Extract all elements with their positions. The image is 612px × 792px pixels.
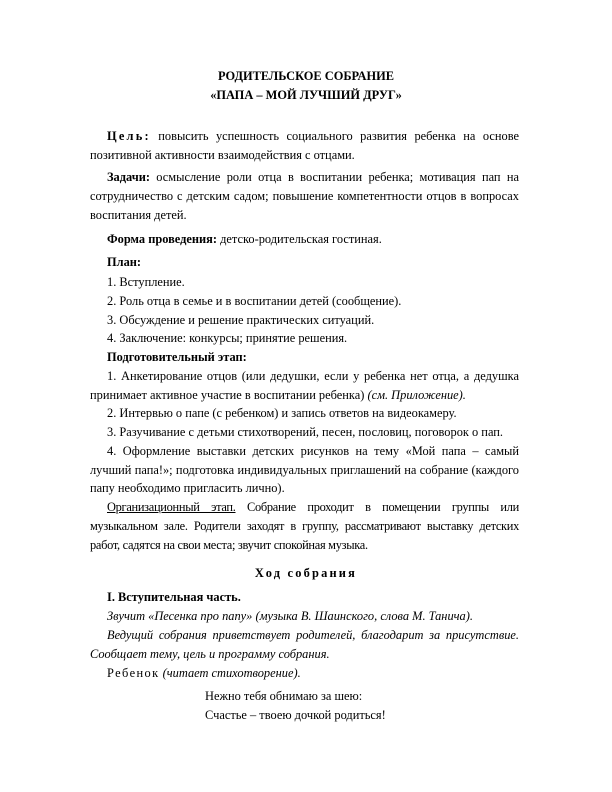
part1-heading: I. Вступительная часть. xyxy=(107,590,241,604)
poem-line: Счастье – твоею дочкой родиться! xyxy=(205,708,386,722)
prep-item4-line3: папу необходимо пригласить лично). xyxy=(90,481,285,495)
prep-item1-note: (см. Приложение). xyxy=(367,388,466,402)
part1-music-line: Звучит «Песенка про папу» (музыка В. Шаинского, слова М. Танича). xyxy=(107,609,473,623)
prep-item2: 2. Интервью о папе (с ребенком) и запись ответов на видеокамеру. xyxy=(107,406,457,420)
org-text-line2: музыкальном зале. Родители заходят в группу, рассматривают выставку детских xyxy=(90,519,519,533)
plan-item: 2. Роль отца в семье и в воспитании детей (сообщение). xyxy=(107,294,402,308)
form-line xyxy=(107,232,382,247)
form-label: Форма проведения: xyxy=(107,232,218,246)
tasks-text-line3: воспитания детей. xyxy=(90,208,187,222)
tasks-text-line1: осмысление роли отца в воспитании ребенка; мотивация пап на xyxy=(156,170,519,184)
tasks-text-line2: сотрудничество с детским садом; повышение компетентности отцов в вопросах xyxy=(90,189,519,203)
prep-item4-line1: 4. Оформление выставки детских рисунков на тему «Мой папа – самый xyxy=(107,444,519,458)
document-title-line1: РОДИТЕЛЬСКОЕ СОБРАНИЕ xyxy=(217,69,395,83)
org-text-line3: работ, садятся на свои места; звучит спокойная музыка. xyxy=(90,538,368,552)
plan-item: 4. Заключение: конкурсы; принятие решения. xyxy=(107,331,348,345)
form-text: детско-родительская гостиная. xyxy=(220,232,382,246)
plan-item: 1. Вступление. xyxy=(107,275,185,289)
prep-item1-line1: 1. Анкетирование отцов (или дедушки, если у ребенка нет отца, а дедушка xyxy=(107,369,519,383)
tasks-label: Задачи: xyxy=(107,170,150,184)
goal-text-line2: позитивной активности взаимодействия с отцами. xyxy=(90,148,355,162)
child-label: Ребенок xyxy=(107,666,160,680)
part1-child-line xyxy=(107,666,301,681)
prep-item4-line2: лучший папа!»; подготовка индивидуальных приглашений на собрание (каждого xyxy=(90,463,519,477)
poem-line: Нежно тебя обнимаю за шею: xyxy=(205,689,363,703)
prep-item1-line2: принимает активное участие в воспитании ребенка) (см. Приложение). xyxy=(90,388,466,402)
child-note: (читает стихотворение). xyxy=(162,666,301,680)
org-text-line1: Собрание проходит в помещении группы или xyxy=(247,500,519,514)
prep-item3: 3. Разучивание с детьми стихотворений, песен, пословиц, поговорок о пап. xyxy=(107,425,504,439)
plan-heading: План: xyxy=(107,255,142,269)
goal-paragraph-line1 xyxy=(90,129,519,144)
course-heading: Ход собрания xyxy=(254,566,358,580)
tasks-paragraph-line1 xyxy=(90,170,519,185)
org-label: Организационный этап. xyxy=(107,500,236,514)
part1-host-line1: Ведущий собрания приветствует родителей, благодарит за присутствие. xyxy=(107,628,519,642)
org-paragraph-line1 xyxy=(90,500,519,515)
goal-text-line1: повысить успешность социального развития ребенка на основе xyxy=(158,129,519,143)
goal-label: Цель: xyxy=(107,129,151,143)
document-title-line2: «ПАПА – МОЙ ЛУЧШИЙ ДРУГ» xyxy=(210,88,402,102)
part1-host-line2: Сообщает тему, цель и программу собрания. xyxy=(90,647,330,661)
prep-heading: Подготовительный этап: xyxy=(107,350,247,364)
plan-item: 3. Обсуждение и решение практических ситуаций. xyxy=(107,313,375,327)
